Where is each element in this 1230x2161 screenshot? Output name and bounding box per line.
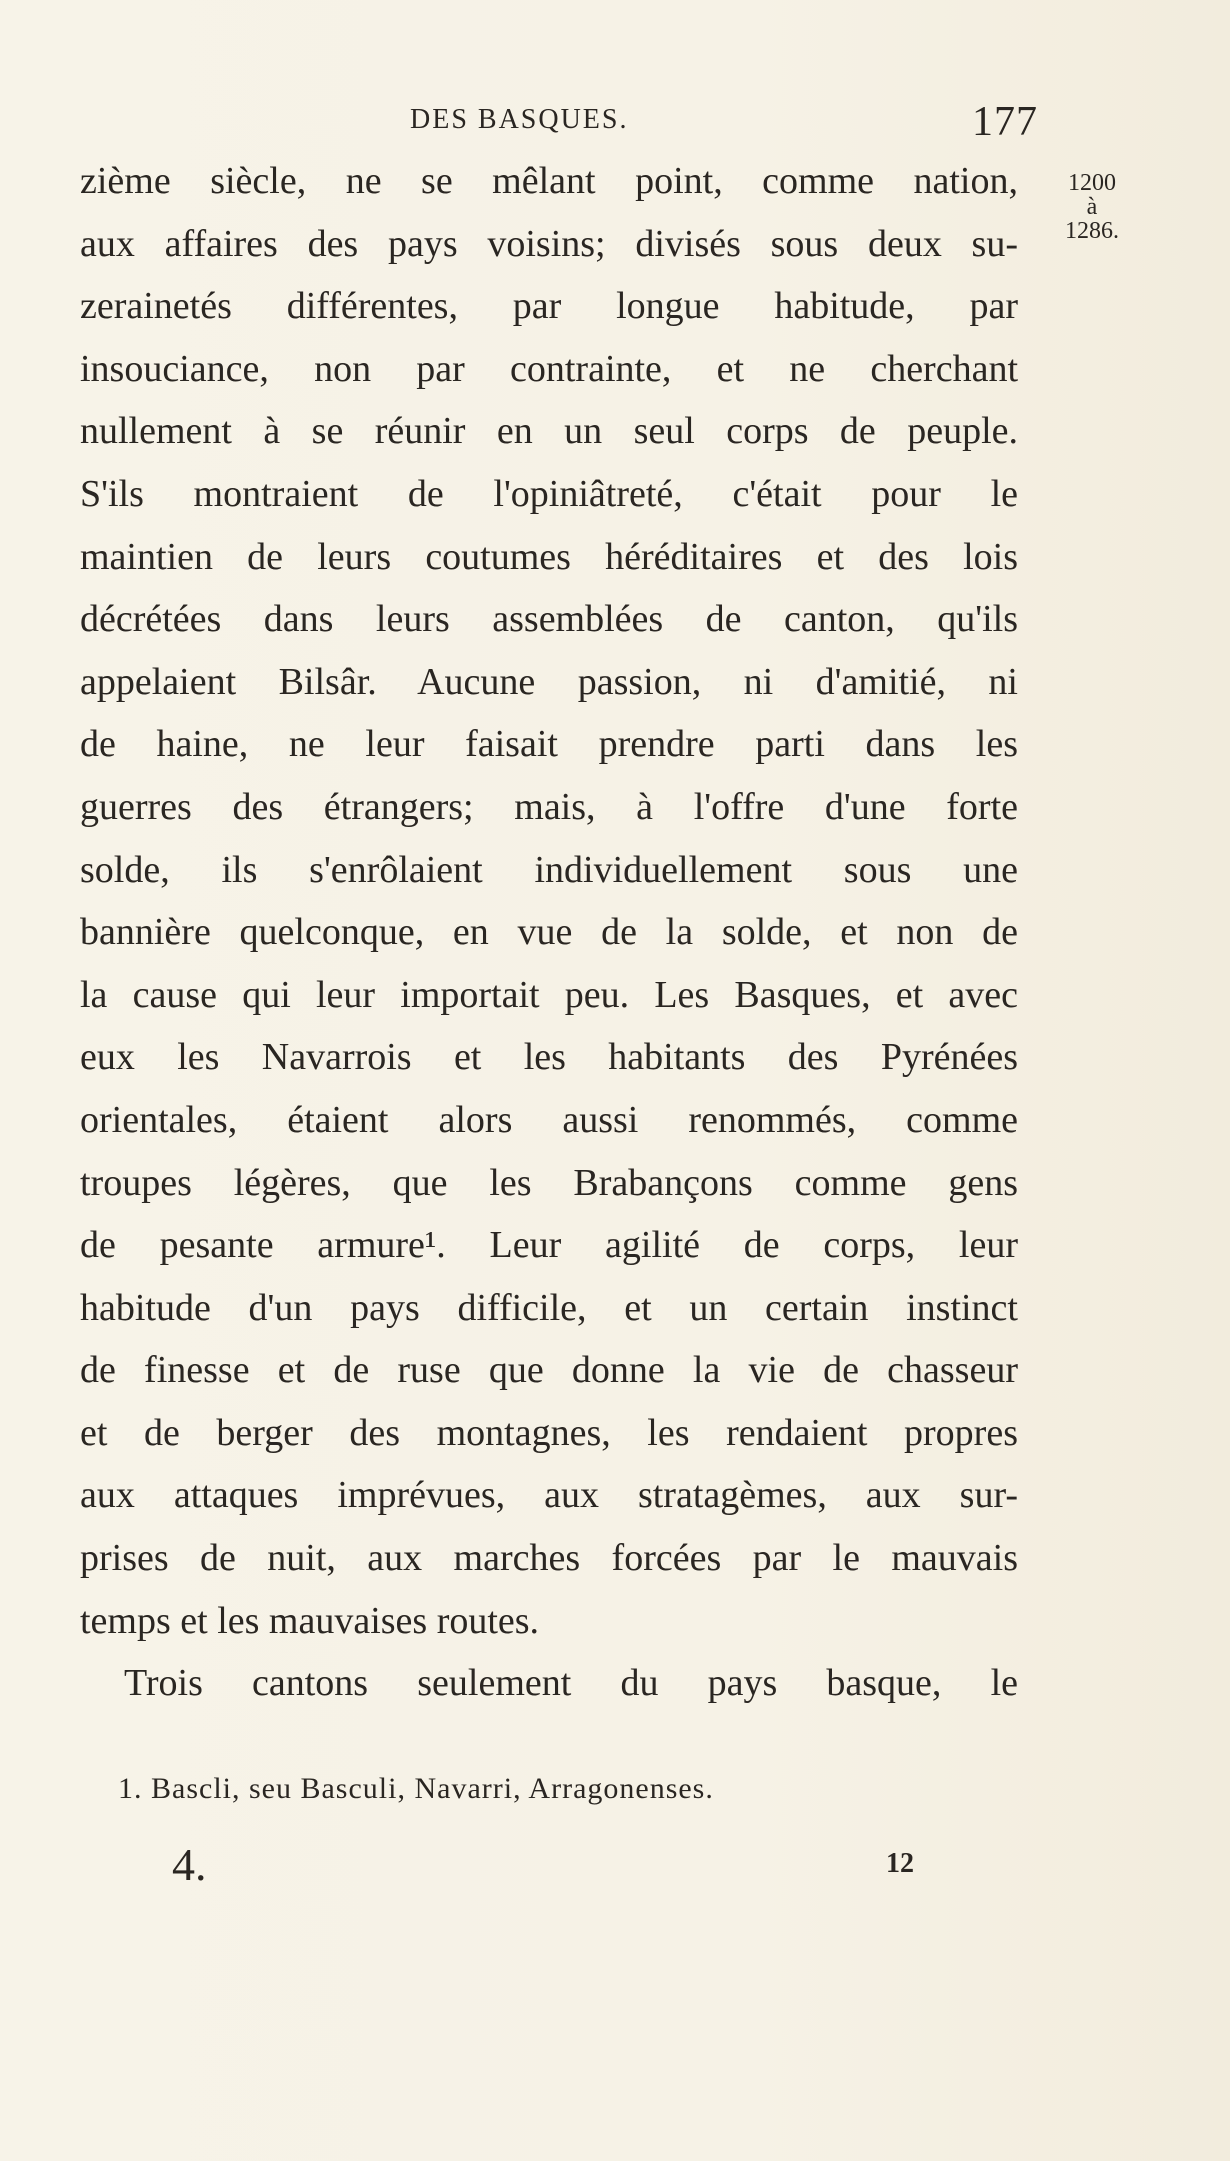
text-line: habitude d'un pays difficile, et un certain instinct (80, 1286, 1018, 1329)
footnote: 1. Bascli, seu Basculi, Navarri, Arragonenses. (118, 1772, 714, 1805)
text-line: prises de nuit, aux marches forcées par le mauvais (80, 1537, 1018, 1580)
text-line: troupes légères, que les Brabançons comme gens (80, 1161, 1018, 1204)
text-line: la cause qui leur importait peu. Les Basques, et avec (80, 973, 1018, 1016)
text-line: décrétées dans leurs assemblées de canton, qu'ils (80, 598, 1018, 641)
text-line: orientales, étaient alors aussi renommés, comme (80, 1098, 1018, 1141)
text-line: de haine, ne leur faisait prendre parti dans les (80, 723, 1018, 766)
margin-date-note (1042, 172, 1142, 244)
text-line: guerres des étrangers; mais, à l'offre d'une forte (80, 785, 1018, 828)
signature-number: 12 (886, 1848, 914, 1879)
margin-end-year: 1286. (1065, 218, 1119, 244)
body-text (80, 150, 1018, 1715)
text-line: solde, ils s'enrôlaient individuellement sous une (80, 848, 1018, 891)
running-title: DES BASQUES. (410, 104, 629, 135)
margin-connector: à (1086, 194, 1098, 220)
text-line: appelaient Bilsâr. Aucune passion, ni d'amitié, ni (80, 660, 1018, 703)
text-line: zième siècle, ne se mêlant point, comme nation, (80, 160, 1018, 202)
text-line: temps et les mauvaises routes. (80, 1599, 540, 1642)
page-number: 177 (972, 99, 1038, 145)
text-line: S'ils montraient de l'opiniâtreté, c'était pour le (80, 472, 1018, 515)
signature-mark: 4. (172, 1839, 207, 1890)
text-line: insouciance, non par contrainte, et ne cherchant (80, 347, 1018, 390)
text-line: eux les Navarrois et les habitants des Pyrénées (80, 1036, 1018, 1079)
text-line: zerainetés différentes, par longue habitude, par (80, 285, 1018, 328)
text-line: maintien de leurs coutumes héréditaires et des lois (80, 535, 1018, 578)
text-line: bannière quelconque, en vue de la solde, et non de (80, 911, 1018, 954)
text-line: Trois cantons seulement du pays basque, le (124, 1662, 1018, 1705)
text-line: de finesse et de ruse que donne la vie de chasseur (80, 1349, 1018, 1392)
text-line: aux attaques imprévues, aux stratagèmes, aux sur- (80, 1474, 1018, 1517)
text-line: aux affaires des pays voisins; divisés sous deux su- (80, 222, 1018, 265)
text-line: de pesante armure¹. Leur agilité de corps, leur (80, 1224, 1018, 1267)
text-line: nullement à se réunir en un seul corps de peuple. (80, 410, 1018, 453)
running-head (80, 98, 1080, 148)
text-line: et de berger des montagnes, les rendaient propres (80, 1411, 1018, 1454)
margin-start-year: 1200 (1068, 170, 1116, 196)
